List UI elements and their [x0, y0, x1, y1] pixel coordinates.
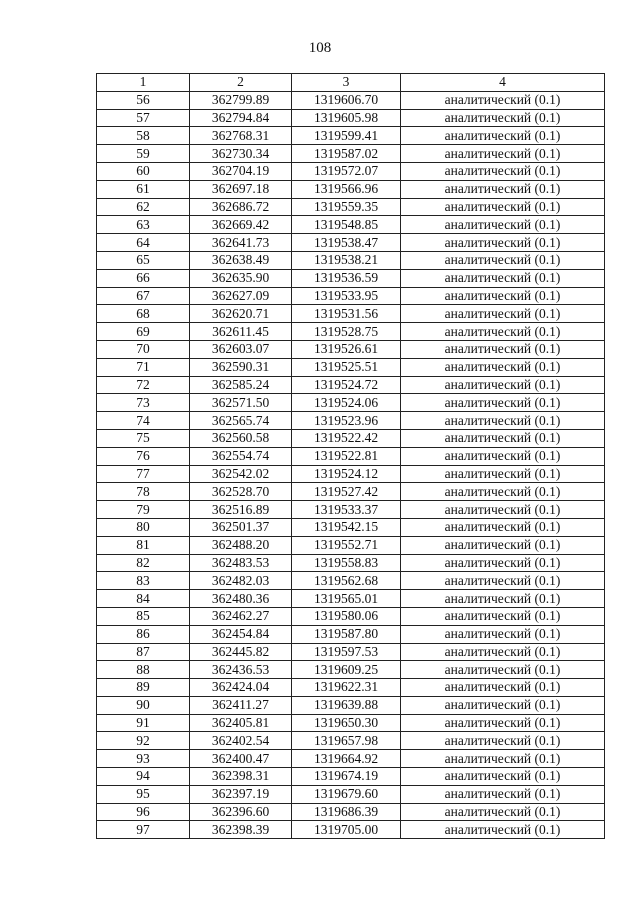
- method-cell: аналитический (0.1): [401, 714, 605, 732]
- x-coordinate-cell: 362669.42: [190, 216, 292, 234]
- method-cell: аналитический (0.1): [401, 340, 605, 358]
- point-number-cell: 86: [97, 625, 190, 643]
- table-row: [97, 821, 605, 839]
- point-number-cell: 82: [97, 554, 190, 572]
- x-coordinate-cell: 362603.07: [190, 340, 292, 358]
- y-coordinate-cell: 1319526.61: [292, 340, 401, 358]
- point-number-cell: 93: [97, 750, 190, 768]
- table-row: [97, 340, 605, 358]
- table-row: [97, 145, 605, 163]
- y-coordinate-cell: 1319533.37: [292, 501, 401, 519]
- table-row: [97, 679, 605, 697]
- table-row: [97, 590, 605, 608]
- column-header-method: 4: [401, 74, 605, 92]
- method-cell: аналитический (0.1): [401, 768, 605, 786]
- table-row: [97, 696, 605, 714]
- point-number-cell: 73: [97, 394, 190, 412]
- x-coordinate-cell: 362445.82: [190, 643, 292, 661]
- table-row: [97, 234, 605, 252]
- x-coordinate-cell: 362641.73: [190, 234, 292, 252]
- method-cell: аналитический (0.1): [401, 180, 605, 198]
- point-number-cell: 72: [97, 376, 190, 394]
- y-coordinate-cell: 1319538.21: [292, 251, 401, 269]
- column-header-y-coordinate: 3: [292, 74, 401, 92]
- method-cell: аналитический (0.1): [401, 109, 605, 127]
- table-row: [97, 91, 605, 109]
- method-cell: аналитический (0.1): [401, 732, 605, 750]
- y-coordinate-cell: 1319650.30: [292, 714, 401, 732]
- table-row: [97, 162, 605, 180]
- point-number-cell: 64: [97, 234, 190, 252]
- table-row: [97, 269, 605, 287]
- table-row: [97, 109, 605, 127]
- table-row: [97, 750, 605, 768]
- x-coordinate-cell: 362704.19: [190, 162, 292, 180]
- table-body: [97, 91, 605, 838]
- table-row: [97, 625, 605, 643]
- y-coordinate-cell: 1319587.02: [292, 145, 401, 163]
- table-row: [97, 501, 605, 519]
- x-coordinate-cell: 362436.53: [190, 661, 292, 679]
- table-header-row: [97, 74, 605, 92]
- column-header-point-number: 1: [97, 74, 190, 92]
- y-coordinate-cell: 1319523.96: [292, 412, 401, 430]
- table-row: [97, 714, 605, 732]
- method-cell: аналитический (0.1): [401, 127, 605, 145]
- method-cell: аналитический (0.1): [401, 91, 605, 109]
- point-number-cell: 74: [97, 412, 190, 430]
- y-coordinate-cell: 1319587.80: [292, 625, 401, 643]
- point-number-cell: 77: [97, 465, 190, 483]
- point-number-cell: 62: [97, 198, 190, 216]
- x-coordinate-cell: 362638.49: [190, 251, 292, 269]
- x-coordinate-cell: 362405.81: [190, 714, 292, 732]
- y-coordinate-cell: 1319559.35: [292, 198, 401, 216]
- x-coordinate-cell: 362482.03: [190, 572, 292, 590]
- x-coordinate-cell: 362396.60: [190, 803, 292, 821]
- table-row: [97, 661, 605, 679]
- point-number-cell: 91: [97, 714, 190, 732]
- y-coordinate-cell: 1319705.00: [292, 821, 401, 839]
- x-coordinate-cell: 362635.90: [190, 269, 292, 287]
- point-number-cell: 61: [97, 180, 190, 198]
- x-coordinate-cell: 362560.58: [190, 429, 292, 447]
- table-row: [97, 376, 605, 394]
- point-number-cell: 94: [97, 768, 190, 786]
- table-row: [97, 447, 605, 465]
- y-coordinate-cell: 1319522.81: [292, 447, 401, 465]
- table-row: [97, 643, 605, 661]
- method-cell: аналитический (0.1): [401, 305, 605, 323]
- y-coordinate-cell: 1319679.60: [292, 785, 401, 803]
- point-number-cell: 67: [97, 287, 190, 305]
- point-number-cell: 88: [97, 661, 190, 679]
- y-coordinate-cell: 1319531.56: [292, 305, 401, 323]
- y-coordinate-cell: 1319609.25: [292, 661, 401, 679]
- x-coordinate-cell: 362620.71: [190, 305, 292, 323]
- method-cell: аналитический (0.1): [401, 607, 605, 625]
- method-cell: аналитический (0.1): [401, 750, 605, 768]
- x-coordinate-cell: 362794.84: [190, 109, 292, 127]
- point-number-cell: 66: [97, 269, 190, 287]
- method-cell: аналитический (0.1): [401, 501, 605, 519]
- point-number-cell: 89: [97, 679, 190, 697]
- table-row: [97, 198, 605, 216]
- method-cell: аналитический (0.1): [401, 287, 605, 305]
- x-coordinate-cell: 362462.27: [190, 607, 292, 625]
- table-row: [97, 287, 605, 305]
- x-coordinate-cell: 362627.09: [190, 287, 292, 305]
- method-cell: аналитический (0.1): [401, 661, 605, 679]
- x-coordinate-cell: 362400.47: [190, 750, 292, 768]
- method-cell: аналитический (0.1): [401, 162, 605, 180]
- method-cell: аналитический (0.1): [401, 679, 605, 697]
- method-cell: аналитический (0.1): [401, 643, 605, 661]
- y-coordinate-cell: 1319524.06: [292, 394, 401, 412]
- table-row: [97, 768, 605, 786]
- x-coordinate-cell: 362686.72: [190, 198, 292, 216]
- method-cell: аналитический (0.1): [401, 234, 605, 252]
- x-coordinate-cell: 362454.84: [190, 625, 292, 643]
- point-number-cell: 79: [97, 501, 190, 519]
- y-coordinate-cell: 1319565.01: [292, 590, 401, 608]
- point-number-cell: 83: [97, 572, 190, 590]
- method-cell: аналитический (0.1): [401, 785, 605, 803]
- point-number-cell: 75: [97, 429, 190, 447]
- column-header-x-coordinate: 2: [190, 74, 292, 92]
- point-number-cell: 69: [97, 323, 190, 341]
- point-number-cell: 87: [97, 643, 190, 661]
- y-coordinate-cell: 1319522.42: [292, 429, 401, 447]
- table-row: [97, 554, 605, 572]
- method-cell: аналитический (0.1): [401, 483, 605, 501]
- point-number-cell: 71: [97, 358, 190, 376]
- table-row: [97, 323, 605, 341]
- table-row: [97, 127, 605, 145]
- y-coordinate-cell: 1319552.71: [292, 536, 401, 554]
- y-coordinate-cell: 1319542.15: [292, 518, 401, 536]
- x-coordinate-cell: 362402.54: [190, 732, 292, 750]
- y-coordinate-cell: 1319524.12: [292, 465, 401, 483]
- table-row: [97, 251, 605, 269]
- x-coordinate-cell: 362697.18: [190, 180, 292, 198]
- point-number-cell: 76: [97, 447, 190, 465]
- x-coordinate-cell: 362571.50: [190, 394, 292, 412]
- method-cell: аналитический (0.1): [401, 572, 605, 590]
- y-coordinate-cell: 1319533.95: [292, 287, 401, 305]
- y-coordinate-cell: 1319528.75: [292, 323, 401, 341]
- x-coordinate-cell: 362611.45: [190, 323, 292, 341]
- table-row: [97, 518, 605, 536]
- y-coordinate-cell: 1319686.39: [292, 803, 401, 821]
- point-number-cell: 57: [97, 109, 190, 127]
- table-row: [97, 429, 605, 447]
- method-cell: аналитический (0.1): [401, 216, 605, 234]
- method-cell: аналитический (0.1): [401, 696, 605, 714]
- point-number-cell: 81: [97, 536, 190, 554]
- x-coordinate-cell: 362398.31: [190, 768, 292, 786]
- y-coordinate-cell: 1319572.07: [292, 162, 401, 180]
- y-coordinate-cell: 1319606.70: [292, 91, 401, 109]
- y-coordinate-cell: 1319657.98: [292, 732, 401, 750]
- method-cell: аналитический (0.1): [401, 518, 605, 536]
- point-number-cell: 65: [97, 251, 190, 269]
- x-coordinate-cell: 362501.37: [190, 518, 292, 536]
- method-cell: аналитический (0.1): [401, 394, 605, 412]
- y-coordinate-cell: 1319599.41: [292, 127, 401, 145]
- method-cell: аналитический (0.1): [401, 821, 605, 839]
- x-coordinate-cell: 362585.24: [190, 376, 292, 394]
- method-cell: аналитический (0.1): [401, 429, 605, 447]
- x-coordinate-cell: 362554.74: [190, 447, 292, 465]
- method-cell: аналитический (0.1): [401, 554, 605, 572]
- point-number-cell: 97: [97, 821, 190, 839]
- table-row: [97, 785, 605, 803]
- x-coordinate-cell: 362565.74: [190, 412, 292, 430]
- table-row: [97, 412, 605, 430]
- x-coordinate-cell: 362424.04: [190, 679, 292, 697]
- point-number-cell: 80: [97, 518, 190, 536]
- x-coordinate-cell: 362799.89: [190, 91, 292, 109]
- x-coordinate-cell: 362516.89: [190, 501, 292, 519]
- y-coordinate-cell: 1319548.85: [292, 216, 401, 234]
- table-row: [97, 572, 605, 590]
- table-row: [97, 358, 605, 376]
- table-row: [97, 536, 605, 554]
- table-row: [97, 607, 605, 625]
- table-row: [97, 180, 605, 198]
- x-coordinate-cell: 362483.53: [190, 554, 292, 572]
- point-number-cell: 59: [97, 145, 190, 163]
- y-coordinate-cell: 1319536.59: [292, 269, 401, 287]
- method-cell: аналитический (0.1): [401, 590, 605, 608]
- point-number-cell: 96: [97, 803, 190, 821]
- point-number-cell: 78: [97, 483, 190, 501]
- x-coordinate-cell: 362730.34: [190, 145, 292, 163]
- point-number-cell: 56: [97, 91, 190, 109]
- x-coordinate-cell: 362397.19: [190, 785, 292, 803]
- method-cell: аналитический (0.1): [401, 536, 605, 554]
- y-coordinate-cell: 1319566.96: [292, 180, 401, 198]
- method-cell: аналитический (0.1): [401, 198, 605, 216]
- y-coordinate-cell: 1319674.19: [292, 768, 401, 786]
- point-number-cell: 58: [97, 127, 190, 145]
- method-cell: аналитический (0.1): [401, 145, 605, 163]
- table-row: [97, 483, 605, 501]
- method-cell: аналитический (0.1): [401, 376, 605, 394]
- y-coordinate-cell: 1319664.92: [292, 750, 401, 768]
- method-cell: аналитический (0.1): [401, 625, 605, 643]
- y-coordinate-cell: 1319605.98: [292, 109, 401, 127]
- table-row: [97, 216, 605, 234]
- y-coordinate-cell: 1319538.47: [292, 234, 401, 252]
- method-cell: аналитический (0.1): [401, 251, 605, 269]
- point-number-cell: 63: [97, 216, 190, 234]
- table-row: [97, 305, 605, 323]
- x-coordinate-cell: 362480.36: [190, 590, 292, 608]
- x-coordinate-cell: 362528.70: [190, 483, 292, 501]
- method-cell: аналитический (0.1): [401, 447, 605, 465]
- y-coordinate-cell: 1319639.88: [292, 696, 401, 714]
- table-row: [97, 732, 605, 750]
- table-row: [97, 803, 605, 821]
- table-row: [97, 394, 605, 412]
- y-coordinate-cell: 1319527.42: [292, 483, 401, 501]
- method-cell: аналитический (0.1): [401, 358, 605, 376]
- page-number: 108: [308, 40, 332, 56]
- method-cell: аналитический (0.1): [401, 323, 605, 341]
- table-row: [97, 465, 605, 483]
- coordinates-table: [96, 73, 605, 839]
- x-coordinate-cell: 362768.31: [190, 127, 292, 145]
- point-number-cell: 85: [97, 607, 190, 625]
- method-cell: аналитический (0.1): [401, 803, 605, 821]
- point-number-cell: 60: [97, 162, 190, 180]
- x-coordinate-cell: 362542.02: [190, 465, 292, 483]
- x-coordinate-cell: 362411.27: [190, 696, 292, 714]
- y-coordinate-cell: 1319558.83: [292, 554, 401, 572]
- y-coordinate-cell: 1319622.31: [292, 679, 401, 697]
- point-number-cell: 90: [97, 696, 190, 714]
- point-number-cell: 84: [97, 590, 190, 608]
- y-coordinate-cell: 1319562.68: [292, 572, 401, 590]
- x-coordinate-cell: 362488.20: [190, 536, 292, 554]
- point-number-cell: 92: [97, 732, 190, 750]
- point-number-cell: 70: [97, 340, 190, 358]
- method-cell: аналитический (0.1): [401, 412, 605, 430]
- point-number-cell: 68: [97, 305, 190, 323]
- y-coordinate-cell: 1319525.51: [292, 358, 401, 376]
- y-coordinate-cell: 1319597.53: [292, 643, 401, 661]
- method-cell: аналитический (0.1): [401, 465, 605, 483]
- method-cell: аналитический (0.1): [401, 269, 605, 287]
- y-coordinate-cell: 1319524.72: [292, 376, 401, 394]
- y-coordinate-cell: 1319580.06: [292, 607, 401, 625]
- point-number-cell: 95: [97, 785, 190, 803]
- x-coordinate-cell: 362590.31: [190, 358, 292, 376]
- x-coordinate-cell: 362398.39: [190, 821, 292, 839]
